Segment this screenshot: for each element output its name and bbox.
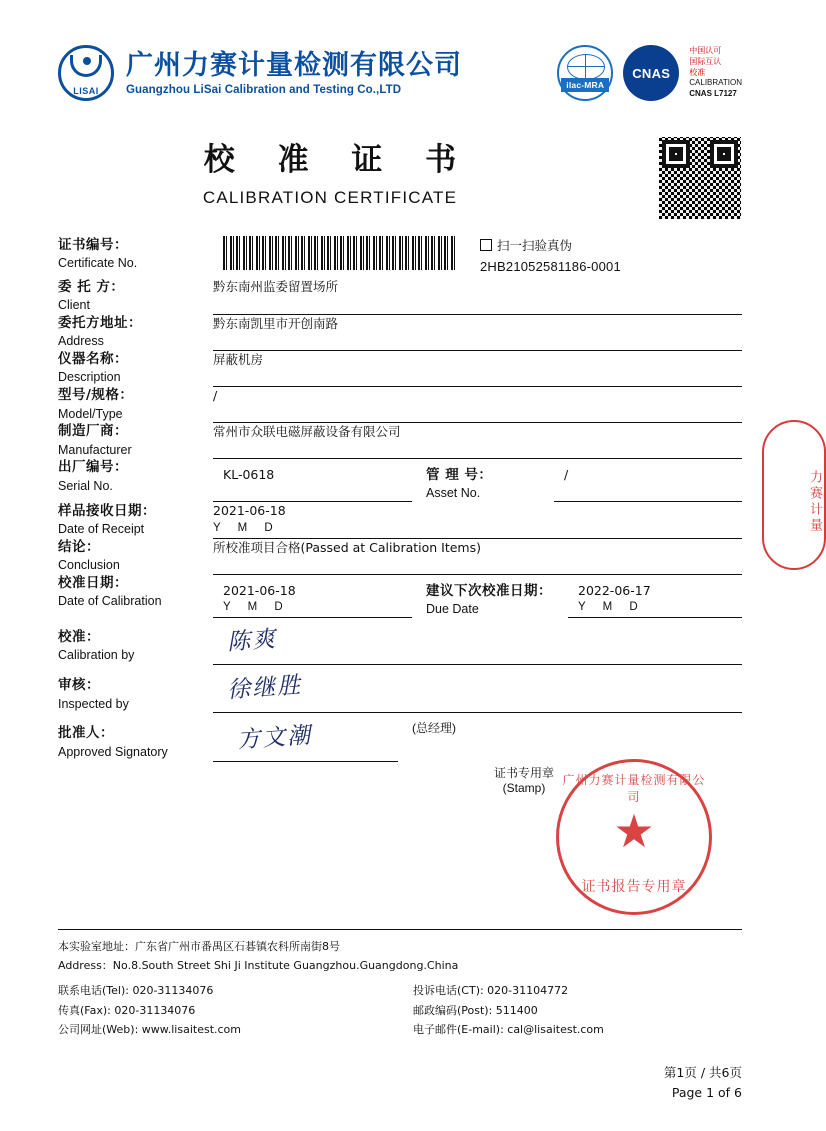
due-date-label-en: Due Date xyxy=(426,601,479,616)
inspected-by-label-en: Inspected by xyxy=(58,696,129,711)
serial-no-label xyxy=(58,458,213,502)
date-of-receipt-label-cn: 样品接收日期： xyxy=(58,503,156,520)
asset-no-label-en: Asset No. xyxy=(426,486,481,501)
lisai-logo-label: LISAI xyxy=(73,86,99,96)
address-value-cell xyxy=(213,314,742,350)
certificate-no-value: 2HB21052581186-0001 xyxy=(480,259,621,274)
serial-no-label-en: Serial No. xyxy=(58,478,113,493)
asset-no-label xyxy=(412,459,554,502)
calibration-due-cells xyxy=(213,574,742,618)
table-row-address xyxy=(58,314,742,350)
client-value: 黔东南州监委留置场所 xyxy=(213,279,339,294)
client-label-en: Client xyxy=(58,298,90,313)
inspected-by-signature-cell xyxy=(213,664,742,712)
date-of-receipt-ymd: Y M D xyxy=(213,521,280,534)
conclusion-value: 所校准项目合格(Passed at Calibration Items) xyxy=(213,539,481,555)
manufacturer-value: 常州市众联电磁屏蔽设备有限公司 xyxy=(213,423,401,439)
date-of-calibration-ymd: Y M D xyxy=(223,601,290,614)
description-label-en: Description xyxy=(58,370,121,385)
cnas-cn-line1: 中国认可 xyxy=(689,46,722,55)
approved-signatory-label-cn: 批准人： xyxy=(58,725,114,742)
inspected-by-signature: 徐继胜 xyxy=(226,672,303,704)
document-header xyxy=(58,40,742,106)
certificate-no-label-cn: 证书编号： xyxy=(58,237,128,253)
table-row-calibration-due xyxy=(58,574,742,618)
model-value: / xyxy=(213,387,218,403)
inspected-by-label-cn: 审核： xyxy=(58,677,100,694)
date-of-calibration-value: 2021-06-18 xyxy=(223,582,296,598)
approved-signatory-label-en: Approved Signatory xyxy=(58,744,168,759)
calibration-by-label-cn: 校准： xyxy=(58,629,100,646)
company-brand xyxy=(58,45,462,101)
due-date-value-cell xyxy=(568,575,742,619)
cnas-label: CNAS xyxy=(632,65,671,81)
cnas-cn-line2: 国际互认 xyxy=(689,56,722,66)
date-of-receipt-value-cell xyxy=(213,502,742,538)
table-row-date-of-receipt xyxy=(58,502,742,538)
model-label xyxy=(58,386,213,422)
approved-signatory-signature-cell xyxy=(213,713,398,762)
barcode-icon xyxy=(223,236,456,270)
date-of-calibration-label-en: Date of Calibration xyxy=(58,594,162,609)
address-label-cn: 委托方地址： xyxy=(58,315,142,332)
table-row-client xyxy=(58,278,742,314)
footer-postcode: 邮政编码(Post): 511400 xyxy=(413,1003,538,1017)
scan-verify-text xyxy=(480,236,742,254)
approved-signatory-cells xyxy=(213,712,742,795)
date-of-calibration-label xyxy=(58,574,213,618)
table-row-inspected-by xyxy=(58,664,742,712)
lisai-logo-icon xyxy=(58,45,114,101)
date-of-calibration-label-cn: 校准日期： xyxy=(58,575,128,592)
pagination-cn: 第1页 / 共6页 xyxy=(663,1065,742,1080)
side-edge-stamp: 力赛计量 xyxy=(762,420,826,570)
table-row-model xyxy=(58,386,742,422)
stamp-label-cn: 证书专用章 xyxy=(493,765,554,780)
document-footer xyxy=(58,929,742,1039)
serial-no-label-cn: 出厂编号： xyxy=(58,459,128,476)
approved-signatory-signature: 方文潮 xyxy=(236,722,313,754)
description-value: 屏蔽机房 xyxy=(213,351,264,367)
scan-verify-label: 扫一扫验真伪 xyxy=(497,238,573,253)
manufacturer-value-cell xyxy=(213,422,742,458)
qr-code-icon[interactable] xyxy=(658,136,742,220)
stamp-bottom-text: 证书报告专用章 xyxy=(581,879,687,895)
cnas-en-line2: CNAS L7127 xyxy=(689,89,737,99)
date-of-receipt-label-en: Date of Receipt xyxy=(58,522,145,537)
certificate-no-label-en: Certificate No. xyxy=(58,256,138,271)
accreditation-marks xyxy=(557,45,742,101)
company-name-en: Guangzhou LiSai Calibration and Testing Co.,LTD xyxy=(126,84,402,97)
asset-no-value-cell xyxy=(554,459,742,502)
due-date-label xyxy=(412,575,568,619)
manufacturer-label-en: Manufacturer xyxy=(58,442,132,457)
cnas-icon xyxy=(623,45,679,101)
client-label-cn: 委 托 方： xyxy=(58,279,125,295)
description-label-cn: 仪器名称： xyxy=(58,351,128,368)
footer-email[interactable]: 电子邮件(E-mail): cal@lisaitest.com xyxy=(413,1022,604,1036)
cnas-accreditation-text xyxy=(689,46,742,100)
ilac-mra-icon xyxy=(557,45,613,101)
inspected-by-label xyxy=(58,664,213,712)
cnas-en-line1: CALIBRATION xyxy=(689,78,742,88)
model-label-cn: 型号/规格： xyxy=(58,387,134,404)
description-value-cell xyxy=(213,350,742,386)
conclusion-value-cell xyxy=(213,538,742,574)
calibration-by-label-en: Calibration by xyxy=(58,648,135,663)
footer-web[interactable]: 公司网址(Web): www.lisaitest.com xyxy=(58,1022,241,1036)
title-en: CALIBRATION CERTIFICATE xyxy=(202,188,458,207)
table-row-description xyxy=(58,350,742,386)
table-row-serial-asset xyxy=(58,458,742,502)
company-name-cn: 广州力赛计量检测有限公司 xyxy=(126,49,462,81)
certificate-no-value-area xyxy=(213,236,742,278)
footer-contacts xyxy=(58,981,742,1039)
model-label-en: Model/Type xyxy=(58,406,123,421)
serial-no-value-cell xyxy=(213,459,412,502)
conclusion-label-cn: 结论： xyxy=(58,539,100,556)
due-date-label-cn: 建议下次校准日期： xyxy=(426,582,552,599)
date-of-receipt-value: 2021-06-18 xyxy=(213,503,286,519)
model-value-cell xyxy=(213,386,742,422)
stamp-top-text: 广州力赛计量检测有限公司 xyxy=(562,773,706,804)
table-row-certificate-no xyxy=(58,236,742,278)
approved-signatory-label xyxy=(58,712,213,795)
stamp-star-icon: ★ xyxy=(613,805,655,857)
title-cn: 校 准 证 书 xyxy=(203,142,473,178)
description-label xyxy=(58,350,213,386)
stamp-label-en: (Stamp) xyxy=(502,780,546,795)
due-date-value: 2022-06-17 xyxy=(578,582,651,598)
ilac-mra-label: ilac-MRA xyxy=(561,78,609,92)
conclusion-label xyxy=(58,538,213,574)
table-row-approved-signatory xyxy=(58,712,742,795)
footer-tel: 联系电话(Tel): 020-31134076 xyxy=(58,984,214,998)
certificate-fields-table xyxy=(58,236,742,795)
table-row-manufacturer xyxy=(58,422,742,458)
client-label xyxy=(58,278,213,314)
footer-fax: 传真(Fax): 020-31134076 xyxy=(58,1003,196,1017)
pagination-en: Page 1 of 6 xyxy=(671,1085,742,1100)
certificate-no-label xyxy=(58,236,213,278)
cnas-cn-line3: 校准 xyxy=(689,67,706,77)
address-value: 黔东南凯里市开创南路 xyxy=(213,315,339,331)
date-of-calibration-value-cell xyxy=(213,575,412,619)
lab-address-en: Address：No.8.South Street Shi Ji Institute Guangzhou.Guangdong.China xyxy=(58,959,459,972)
serial-asset-cells xyxy=(213,458,742,502)
asset-no-value: / xyxy=(564,466,569,482)
lab-address-cn: 本实验室地址：广东省广州市番禺区石碁镇农科所南街8号 xyxy=(58,939,340,953)
table-row-calibration-by xyxy=(58,618,742,664)
date-of-receipt-label xyxy=(58,502,213,538)
pagination xyxy=(664,1063,742,1103)
manufacturer-label-cn: 制造厂商： xyxy=(58,423,128,440)
approved-signatory-note: (总经理) xyxy=(412,720,456,735)
title-block xyxy=(58,134,742,226)
asset-no-label-cn: 管 理 号： xyxy=(426,466,493,483)
serial-no-value: KL-0618 xyxy=(223,466,275,482)
client-value-cell xyxy=(213,278,742,314)
calibration-by-signature-cell xyxy=(213,618,742,664)
company-name-block xyxy=(126,50,462,96)
calibration-by-signature: 陈爽 xyxy=(226,626,279,656)
calibration-by-label xyxy=(58,618,213,664)
manufacturer-label xyxy=(58,422,213,458)
conclusion-label-en: Conclusion xyxy=(58,558,120,573)
scan-checkbox[interactable] xyxy=(480,239,492,251)
due-date-ymd: Y M D xyxy=(578,601,645,614)
address-label xyxy=(58,314,213,350)
table-row-conclusion xyxy=(58,538,742,574)
address-label-en: Address xyxy=(58,334,104,349)
footer-complaint-tel: 投诉电话(CT): 020-31104772 xyxy=(413,984,569,998)
